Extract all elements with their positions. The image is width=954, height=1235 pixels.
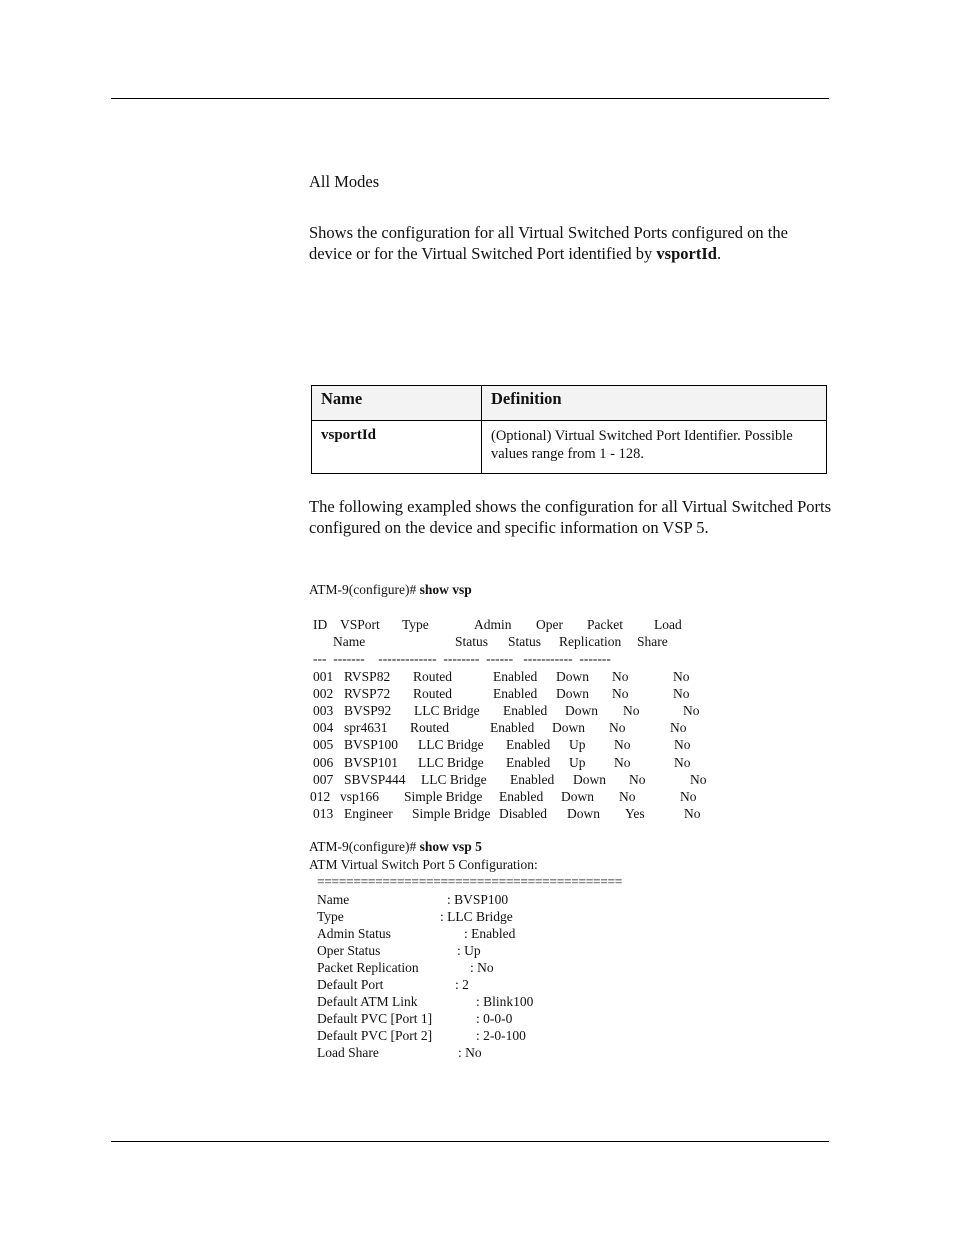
vsp-load-share: No (674, 754, 691, 770)
vsp-header-line1 (0, 616, 954, 633)
table-row (313, 805, 733, 822)
vsp-type: LLC Bridge (421, 771, 487, 787)
table-row (313, 736, 733, 753)
vsp-replication: No (623, 703, 640, 719)
example-intro: The following exampled shows the configuration for all Virtual Switched Ports configured on the device and specific information on VSP 5. (309, 497, 832, 537)
vsp-id: 007 (313, 771, 334, 787)
vsp-admin-status: Disabled (499, 805, 547, 821)
command-text: show vsp 5 (419, 839, 482, 854)
vsp-name: spr4631 (344, 720, 388, 736)
header-vsport: VSPort (340, 617, 380, 632)
vsp-header-line2 (0, 633, 954, 650)
config-field-label: Default Port (317, 977, 384, 993)
header-type: Type (402, 617, 429, 632)
header-definition: Definition (491, 389, 562, 408)
config-field-value: : No (470, 960, 494, 976)
description-param: vsportId (656, 243, 717, 263)
vsp-name: BVSP101 (344, 754, 399, 770)
command-show-vsp-5 (309, 839, 482, 855)
header-admin-status: Status (455, 634, 489, 649)
vsp-load-share: No (680, 788, 697, 804)
vsp-type: Routed (410, 720, 449, 736)
config-field-label: Admin Status (317, 926, 391, 942)
config-separator: ========================================== (317, 874, 623, 889)
param-definition: (Optional) Virtual Switched Port Identifier. Possible values range from 1 - 128. (491, 428, 793, 462)
config-field-value: : Up (457, 943, 481, 959)
vsp-name: BVSP92 (344, 703, 392, 719)
config-field-label: Packet Replication (317, 960, 419, 976)
config-field-label: Default ATM Link (317, 994, 418, 1010)
command-description (309, 223, 834, 264)
config-field-value: : No (458, 1045, 482, 1061)
config-field-label: Name (317, 892, 350, 907)
param-definition-cell (482, 421, 827, 474)
config-field-value: : 0-0-0 (476, 1011, 513, 1027)
vsp-oper-status: Up (569, 737, 586, 753)
command-show-vsp (309, 582, 472, 598)
config-field-value: : Blink100 (476, 994, 534, 1010)
bottom-rule (111, 1141, 829, 1142)
header-replication: Replication (559, 634, 622, 649)
vsp-oper-status: Down (573, 771, 606, 787)
vsp-name: SBVSP444 (344, 771, 406, 787)
vsp-replication: No (614, 737, 631, 753)
vsp-admin-status: Enabled (503, 703, 548, 719)
vsp-oper-status: Down (556, 686, 589, 702)
vsp-type: LLC Bridge (418, 754, 484, 770)
config-field-label: Default PVC [Port 2] (317, 1028, 433, 1044)
config-field-value: : BVSP100 (447, 892, 509, 907)
vsp-admin-status: Enabled (510, 771, 555, 787)
header-definition-cell (482, 386, 827, 421)
vsp-oper-status: Down (567, 805, 600, 821)
header-load: Load (654, 617, 682, 632)
vsp-type: LLC Bridge (414, 703, 480, 719)
vsp-load-share: No (690, 771, 707, 787)
table-row (313, 702, 733, 719)
header-id: ID (313, 617, 328, 632)
mode-text: All Modes (309, 172, 380, 191)
header-name2: Name (333, 634, 366, 649)
vsp-id: 005 (313, 737, 334, 753)
vsp-admin-status: Enabled (490, 720, 535, 736)
vsp-admin-status: Enabled (499, 788, 544, 804)
header-name: Name (321, 389, 363, 408)
vsp-id: 006 (313, 754, 334, 770)
table-row (313, 719, 733, 736)
top-rule (111, 98, 829, 99)
vsp-replication: No (629, 771, 646, 787)
vsp-load-share: No (673, 686, 690, 702)
header-admin: Admin (474, 617, 512, 632)
vsp-replication: No (612, 686, 629, 702)
table-row (313, 685, 733, 702)
header-packet: Packet (587, 617, 623, 632)
parameter-table (311, 385, 827, 474)
table-row (313, 771, 733, 788)
vsp-header-separator: --- ------- ------------- -------- ------ ----------- ------- (313, 651, 611, 666)
vsp-replication: No (614, 754, 631, 770)
vsp-replication: Yes (625, 805, 645, 821)
vsp-id: 013 (313, 805, 334, 821)
vsp-type: Simple Bridge (412, 805, 491, 821)
vsp-type: Routed (413, 686, 452, 702)
param-name-cell (312, 421, 482, 474)
config-field-label: Oper Status (317, 943, 381, 959)
command-prompt: ATM-9(configure)# (309, 839, 420, 854)
vsp-admin-status: Enabled (493, 669, 538, 684)
table-row (310, 788, 730, 805)
vsp-id: 004 (313, 720, 334, 736)
config-field-label: Type (317, 909, 344, 925)
config-field-label: Load Share (317, 1045, 379, 1061)
vsp-oper-status: Down (556, 669, 589, 684)
header-oper: Oper (536, 617, 563, 632)
config-field-value: : 2-0-100 (476, 1028, 526, 1044)
command-prompt: ATM-9(configure)# (309, 582, 420, 597)
vsp-type: Routed (413, 669, 452, 684)
vsp-admin-status: Enabled (493, 686, 538, 702)
config-title: ATM Virtual Switch Port 5 Configuration: (309, 857, 538, 872)
config-field-value: : LLC Bridge (440, 909, 513, 925)
parameter-table-header (312, 386, 827, 421)
vsp-admin-status: Enabled (506, 754, 551, 770)
vsp-oper-status: Down (552, 720, 585, 736)
config-field-value: : 2 (455, 977, 469, 993)
vsp-replication: No (609, 720, 626, 736)
vsp-name: RVSP82 (344, 669, 391, 684)
vsp-name: BVSP100 (344, 737, 399, 753)
vsp-type: LLC Bridge (418, 737, 484, 753)
vsp-load-share: No (674, 737, 691, 753)
param-name: vsportId (321, 427, 377, 443)
parameter-row (312, 421, 827, 474)
vsp-oper-status: Up (569, 754, 586, 770)
vsp-id: 012 (310, 788, 331, 804)
vsp-load-share: No (683, 703, 700, 719)
vsp-load-share: No (673, 669, 690, 684)
config-field-value: : Enabled (464, 926, 516, 942)
description-text: Shows the configuration for all Virtual Switched Ports configured on the device or for the Virtual Switched Port identified by (309, 223, 788, 263)
command-text: show vsp (419, 582, 472, 597)
config-field-label: Default PVC [Port 1] (317, 1011, 433, 1027)
vsp-type: Simple Bridge (404, 788, 483, 804)
header-share: Share (637, 634, 668, 649)
vsp-oper-status: Down (561, 788, 594, 804)
header-oper-status: Status (508, 634, 542, 649)
vsp-id: 001 (313, 669, 334, 684)
vsp-replication: No (619, 788, 636, 804)
vsp-name: vsp166 (340, 788, 380, 804)
header-name-cell (312, 386, 482, 421)
table-row (313, 754, 733, 771)
vsp-oper-status: Down (565, 703, 598, 719)
vsp-load-share: No (670, 720, 687, 736)
vsp-load-share: No (684, 805, 701, 821)
vsp-admin-status: Enabled (506, 737, 551, 753)
vsp-replication: No (612, 669, 629, 684)
vsp-id: 003 (313, 703, 334, 719)
vsp-name: Engineer (344, 805, 393, 821)
vsp-id: 002 (313, 686, 334, 702)
table-row (313, 668, 733, 685)
vsp-name: RVSP72 (344, 686, 391, 702)
description-end: . (716, 243, 722, 263)
